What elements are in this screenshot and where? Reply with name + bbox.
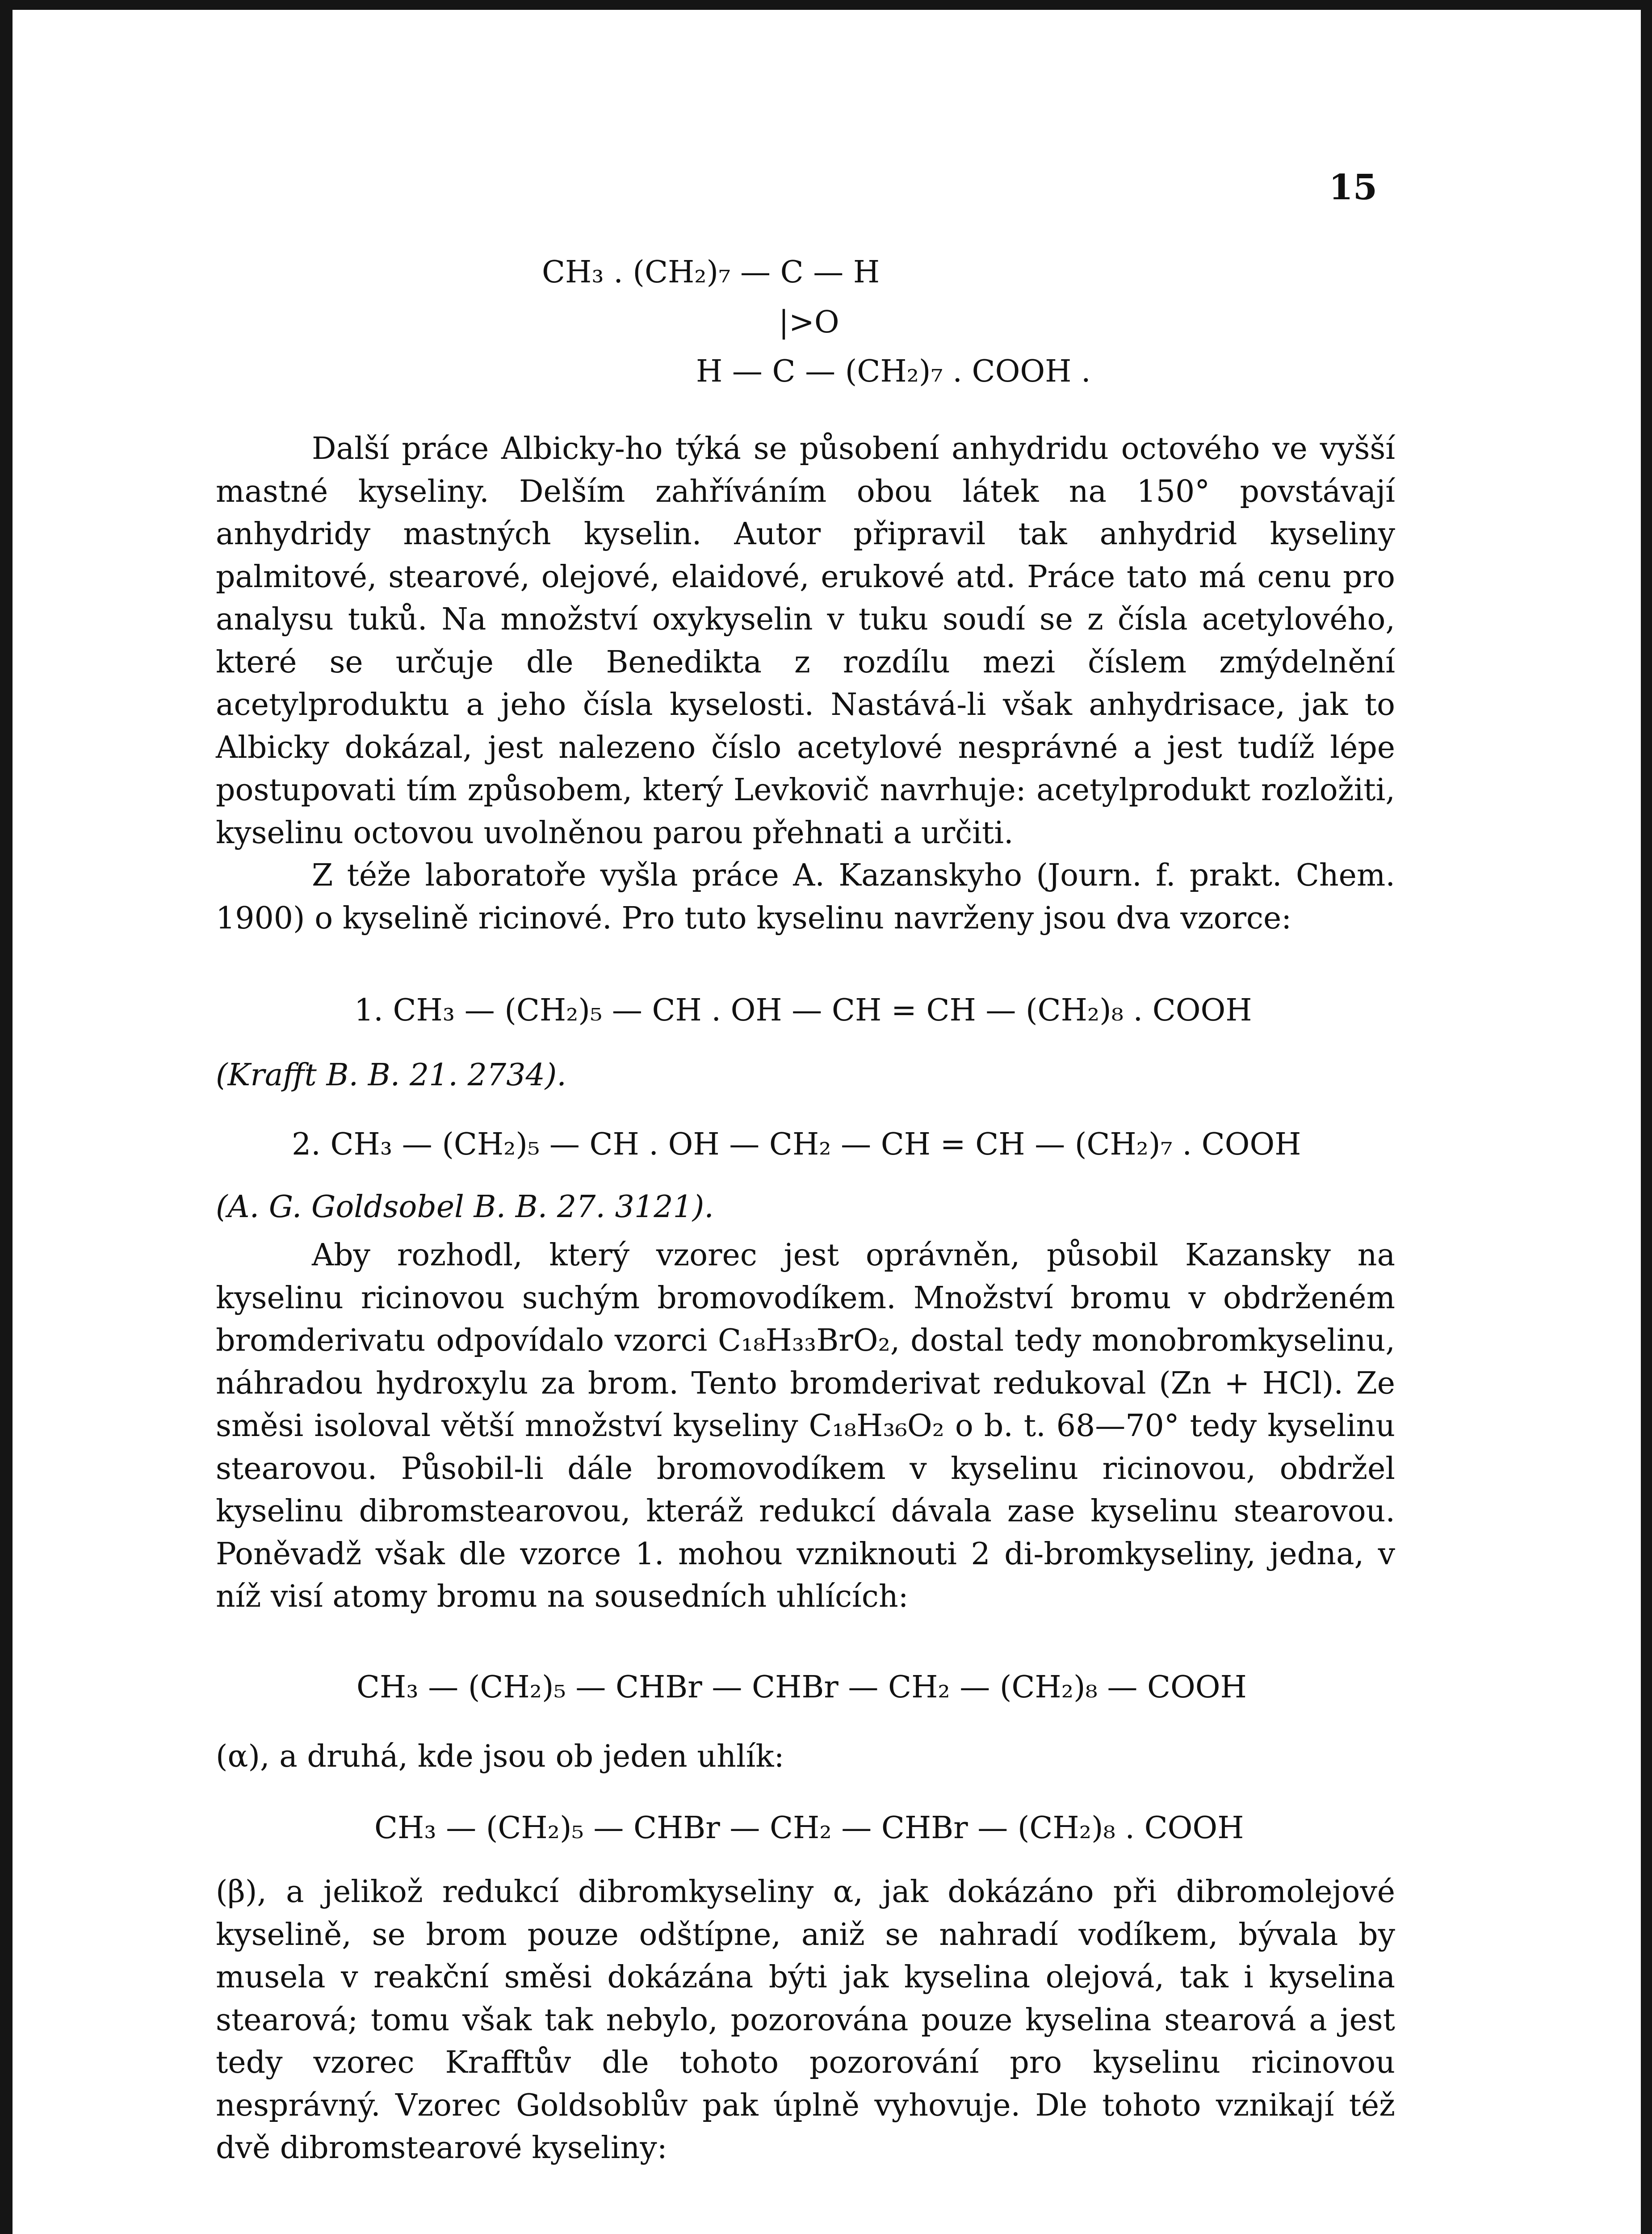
paragraph-bromination: Aby rozhodl, který vzorec jest oprávněn, působil Kazansky na kyselinu ricinovou suchým bromovodíkem. Množství bromu v obdrženém bromderivatu odpovídalo vzorci C₁₈H₃₃BrO₂, dostal tedy monobromkyselinu, náhradou hydroxylu za brom. Tento bromderivat redukoval (Zn + HCl). Ze směsi isoloval větší množství kyseliny C₁₈H₃₆O₂ o b. t. 68—70° tedy kyselinu stearovou. Působil-li dále bromovodíkem v kyselinu ricinovou, obdržel kyselinu dibromstearovou, kteráž redukcí dávala zase kyselinu stearovou. Poněvadž však dle vzorce 1. mohou vzniknouti 2 di-bromkyseliny, jedna, v níž visí atomy bromu na sousedních uhlících:	[216, 1238, 1395, 1614]
structural-formula-line-1: CH₃ . (CH₂)₇ — C — H	[542, 255, 880, 290]
body-text-block-3	[216, 1871, 1395, 2170]
document-page	[13, 10, 1641, 2234]
paragraph-albicky: Další práce Albicky-ho týká se působení anhydridu octového ve vyšší mastné kyseliny. Delším zahříváním obou látek na 150° povstávají anhydridy mastných kyselin. Autor připravil tak anhydrid kyseliny palmitové, stearové, olejové, elaidové, erukové atd. Práce tato má cenu pro analysu tuků. Na množství oxykyselin v tuku soudí se z čísla acetylového, které se určuje dle Benedikta z rozdílu mezi číslem zmýdelnění acetylproduktu a jeho čísla kyselosti. Nastává-li však anhydrisace, jak to Albicky dokázal, jest nalezeno číslo acetylové nesprávné a jest tudíž lépe postupovati tím způsobem, který Levkovič navrhuje: acetylprodukt rozložiti, kyselinu octovou uvolněnou parou přehnati a určiti.	[216, 431, 1395, 851]
equation-1: 1. CH₃ — (CH₂)₅ — CH . OH — CH = CH — (CH₂)₈ . COOH	[354, 993, 1252, 1028]
paragraph-conclusion: (β), a jelikož redukcí dibromkyseliny α, jak dokázáno při dibromolejové kyselině, se brom pouze odštípne, aniž se nahradí vodíkem, bývala by musela v reakční směsi dokázána býti jak kyselina olejová, tak i kyselina stearová; tomu však tak nebylo, pozorována pouze kyselina stearová a jest tedy vzorec Krafftův dle tohoto pozorování pro kyselinu ricinovou nesprávný. Vzorec Goldsoblův pak úplně vyhovuje. Dle tohoto vznikají též dvě dibromstearové kyseliny:	[216, 1874, 1395, 2166]
structural-formula-line-3: H — C — (CH₂)₇ . COOH .	[696, 354, 1091, 389]
equation-2: 2. CH₃ — (CH₂)₅ — CH . OH — CH₂ — CH = CH — (CH₂)₇ . COOH	[292, 1127, 1301, 1162]
structural-formula-line-2: |>O	[779, 305, 839, 340]
equation-beta: CH₃ — (CH₂)₅ — CHBr — CH₂ — CHBr — (CH₂)₈ . COOH	[374, 1810, 1244, 1846]
paragraph-kazansky: Z téže laboratoře vyšla práce A. Kazanskyho (Journ. f. prakt. Chem. 1900) o kyselině ricinové. Pro tuto kyselinu navrženy jsou dva vzorce:	[216, 858, 1395, 936]
body-text-block-1	[216, 428, 1395, 940]
reference-goldsobel: (A. G. Goldsobel B. B. 27. 3121).	[216, 1189, 714, 1225]
body-text-block-2	[216, 1234, 1395, 1618]
page-number: 15	[1329, 167, 1377, 208]
reference-krafft: (Krafft B. B. 21. 2734).	[216, 1058, 566, 1093]
alpha-label-line: (α), a druhá, kde jsou ob jeden uhlík:	[216, 1739, 784, 1774]
equation-alpha: CH₃ — (CH₂)₅ — CHBr — CHBr — CH₂ — (CH₂)₈ — COOH	[356, 1670, 1247, 1705]
